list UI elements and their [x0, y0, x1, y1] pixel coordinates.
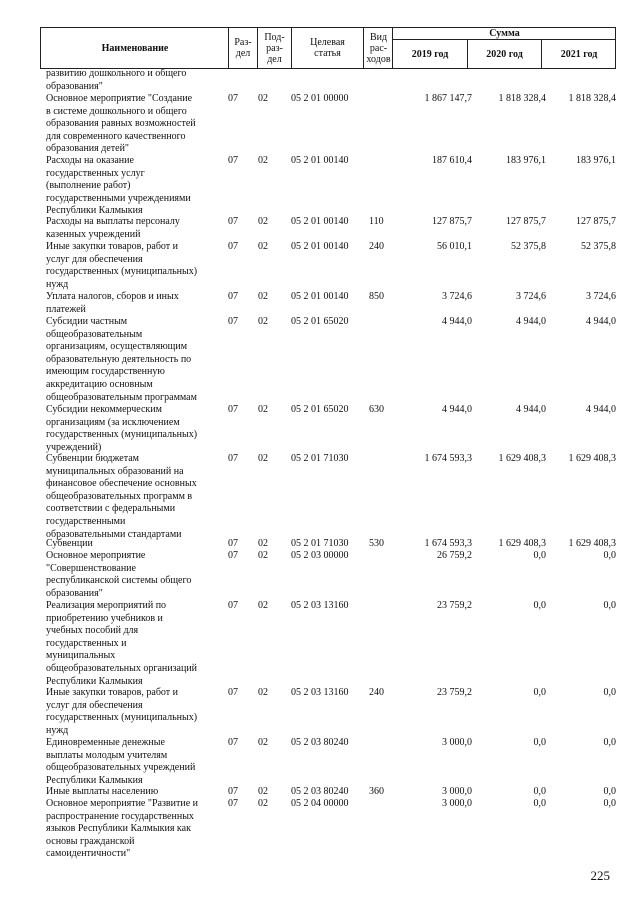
row-statya: 05 2 01 71030 [291, 538, 349, 549]
row-name: Субсидии частным общеобразовательным организациям, осуществляющим образовательную деятельность по имеющим государственную аккредитацию основным общеобразовательным программам [46, 316, 197, 403]
row-name: Основное мероприятие "Развитие и распространение государственных языков Республики Калмыкия как основы гражданской самоидентичности" [46, 798, 198, 860]
row-podrazdel: 02 [258, 93, 268, 104]
header-2021: 2021 год [541, 40, 616, 68]
row-2021: 3 724,6 [586, 291, 616, 302]
row-razdel: 07 [228, 798, 238, 809]
row-statya: 05 2 01 00000 [291, 93, 349, 104]
row-2021: 4 944,0 [586, 316, 616, 327]
row-2019: 1 674 593,3 [424, 453, 472, 464]
row-name: Субвенции [46, 538, 93, 549]
row-podrazdel: 02 [258, 453, 268, 464]
row-statya: 05 2 03 13160 [291, 600, 349, 611]
row-2020: 1 818 328,4 [498, 93, 546, 104]
row-2020: 52 375,8 [511, 241, 546, 252]
row-razdel: 07 [228, 291, 238, 302]
row-2019: 127 875,7 [432, 216, 472, 227]
row-2019: 3 000,0 [442, 737, 472, 748]
row-2019: 4 944,0 [442, 404, 472, 415]
row-vid: 360 [369, 786, 384, 797]
row-2019: 56 010,1 [437, 241, 472, 252]
row-podrazdel: 02 [258, 241, 268, 252]
row-2021: 1 818 328,4 [568, 93, 616, 104]
row-2020: 0,0 [533, 786, 546, 797]
row-name: Субсидии некоммерческим организациям (за исключением государственных (муниципальных) учреждений) [46, 404, 198, 453]
row-podrazdel: 02 [258, 538, 268, 549]
row-podrazdel: 02 [258, 687, 268, 698]
row-2019: 1 867 147,7 [424, 93, 472, 104]
row-podrazdel: 02 [258, 155, 268, 166]
row-2021: 52 375,8 [581, 241, 616, 252]
row-razdel: 07 [228, 93, 238, 104]
row-2020: 0,0 [533, 600, 546, 611]
header-vid: Вид рас- ходов [363, 28, 393, 68]
row-2021: 0,0 [603, 786, 616, 797]
row-razdel: 07 [228, 404, 238, 415]
row-2021: 0,0 [603, 687, 616, 698]
row-2020: 0,0 [533, 798, 546, 809]
page-number: 225 [590, 868, 610, 883]
row-razdel: 07 [228, 550, 238, 561]
row-name: Единовременные денежные выплаты молодым учителям общеобразовательных учреждений Республики Калмыкия [46, 737, 196, 786]
row-razdel: 07 [228, 453, 238, 464]
header-summa: Сумма [392, 28, 616, 40]
row-statya: 05 2 03 80240 [291, 737, 349, 748]
header-name: Наименование [101, 42, 169, 54]
row-2021: 1 629 408,3 [568, 538, 616, 549]
row-name: Расходы на выплаты персоналу казенных учреждений [46, 216, 180, 240]
row-2020: 3 724,6 [516, 291, 546, 302]
row-name: Основное мероприятие "Совершенствование республиканской системы общего образования" [46, 550, 192, 599]
row-name: Основное мероприятие "Создание в системе дошкольного и общего образования равных возможностей для современного качественного образования детей" [46, 93, 196, 155]
row-2021: 0,0 [603, 737, 616, 748]
row-2021: 183 976,1 [576, 155, 616, 166]
row-name: Уплата налогов, сборов и иных платежей [46, 291, 179, 315]
row-statya: 05 2 04 00000 [291, 798, 349, 809]
row-statya: 05 2 01 00140 [291, 155, 349, 166]
row-2021: 0,0 [603, 798, 616, 809]
row-2020: 4 944,0 [516, 404, 546, 415]
row-statya: 05 2 03 13160 [291, 687, 349, 698]
row-razdel: 07 [228, 600, 238, 611]
row-2020: 1 629 408,3 [498, 453, 546, 464]
row-2020: 0,0 [533, 550, 546, 561]
table-header [40, 27, 616, 69]
row-razdel: 07 [228, 786, 238, 797]
row-name: Иные закупки товаров, работ и услуг для обеспечения государственных (муниципальных) нужд [46, 687, 198, 736]
row-vid: 630 [369, 404, 384, 415]
row-podrazdel: 02 [258, 600, 268, 611]
row-podrazdel: 02 [258, 316, 268, 327]
row-2019: 3 000,0 [442, 798, 472, 809]
row-razdel: 07 [228, 538, 238, 549]
row-statya: 05 2 01 65020 [291, 404, 349, 415]
row-vid: 530 [369, 538, 384, 549]
row-name: Реализация мероприятий по приобретению учебников и учебных пособий для государственных и муниципальных общеобразовательных организаций Республики Калмыкия [46, 600, 198, 687]
row-podrazdel: 02 [258, 798, 268, 809]
header-razdel: Раз- дел [228, 28, 257, 68]
row-podrazdel: 02 [258, 216, 268, 227]
row-razdel: 07 [228, 155, 238, 166]
row-statya: 05 2 03 00000 [291, 550, 349, 561]
header-2019: 2019 год [392, 40, 467, 68]
row-2019: 3 724,6 [442, 291, 472, 302]
row-statya: 05 2 01 00140 [291, 291, 349, 302]
row-2019: 3 000,0 [442, 786, 472, 797]
header-2020: 2020 год [467, 40, 541, 68]
row-podrazdel: 02 [258, 550, 268, 561]
row-podrazdel: 02 [258, 404, 268, 415]
row-razdel: 07 [228, 737, 238, 748]
row-2020: 4 944,0 [516, 316, 546, 327]
row-2021: 0,0 [603, 550, 616, 561]
row-2021: 127 875,7 [576, 216, 616, 227]
row-2020: 127 875,7 [506, 216, 546, 227]
row-vid: 240 [369, 241, 384, 252]
row-statya: 05 2 01 65020 [291, 316, 349, 327]
row-podrazdel: 02 [258, 737, 268, 748]
row-name: Расходы на оказание государственных услуг (выполнение работ) государственными учреждениями Республики Калмыкия [46, 155, 191, 217]
row-2019: 4 944,0 [442, 316, 472, 327]
row-2019: 23 759,2 [437, 600, 472, 611]
row-vid: 240 [369, 687, 384, 698]
row-2019: 26 759,2 [437, 550, 472, 561]
row-podrazdel: 02 [258, 291, 268, 302]
row-razdel: 07 [228, 316, 238, 327]
row-2021: 1 629 408,3 [568, 453, 616, 464]
row-razdel: 07 [228, 687, 238, 698]
row-name: Субвенции бюджетам муниципальных образований на финансовое обеспечение основных общеобразовательных программ в соответствии с федеральными государственными образовательными стандартами [46, 453, 197, 540]
row-statya: 05 2 01 00140 [291, 216, 349, 227]
row-vid: 850 [369, 291, 384, 302]
row-2020: 0,0 [533, 737, 546, 748]
row-podrazdel: 02 [258, 786, 268, 797]
row-2020: 183 976,1 [506, 155, 546, 166]
row-name: развитию дошкольного и общего образования" [46, 68, 187, 92]
row-razdel: 07 [228, 241, 238, 252]
row-statya: 05 2 01 00140 [291, 241, 349, 252]
row-2020: 0,0 [533, 687, 546, 698]
header-statya: Целевая статья [291, 28, 363, 68]
row-razdel: 07 [228, 216, 238, 227]
row-statya: 05 2 01 71030 [291, 453, 349, 464]
row-2019: 23 759,2 [437, 687, 472, 698]
row-2021: 0,0 [603, 600, 616, 611]
row-vid: 110 [369, 216, 384, 227]
row-2019: 1 674 593,3 [424, 538, 472, 549]
row-statya: 05 2 03 80240 [291, 786, 349, 797]
row-2021: 4 944,0 [586, 404, 616, 415]
row-2020: 1 629 408,3 [498, 538, 546, 549]
row-2019: 187 610,4 [432, 155, 472, 166]
row-name: Иные выплаты населению [46, 786, 159, 797]
row-name: Иные закупки товаров, работ и услуг для обеспечения государственных (муниципальных) нужд [46, 241, 198, 290]
header-podrazdel: Под- раз- дел [257, 28, 291, 68]
